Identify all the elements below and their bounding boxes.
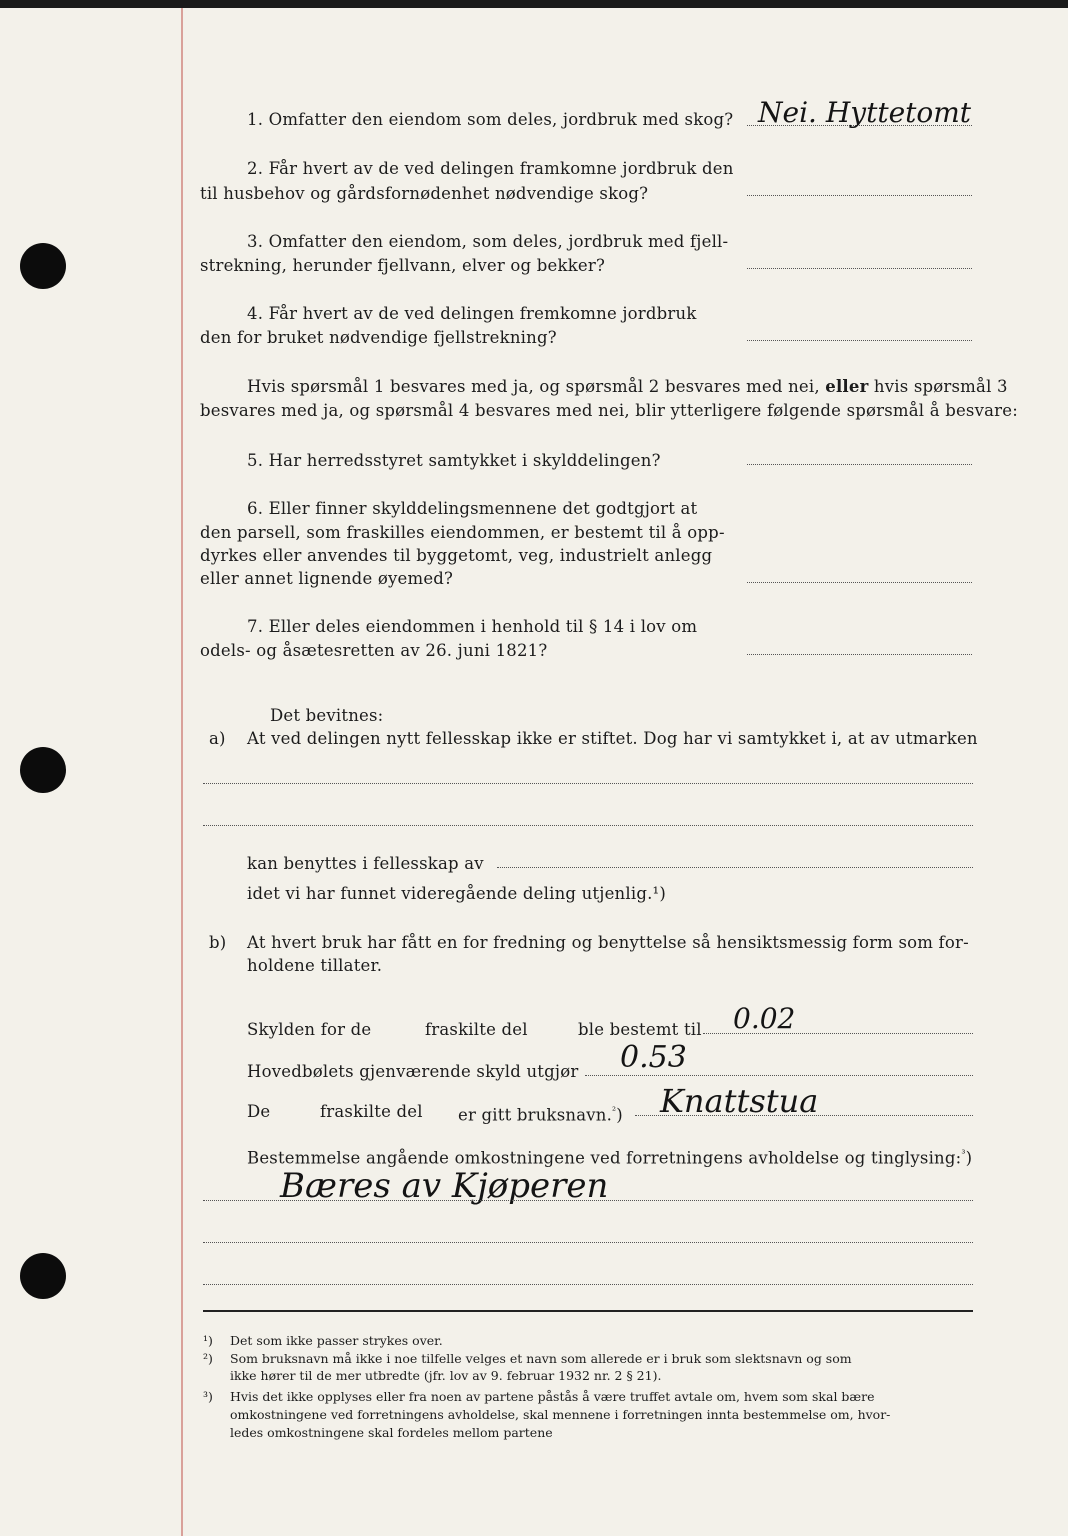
item-a-blank-line[interactable] — [203, 825, 973, 826]
question-6-line4: eller annet lignende øyemed? — [200, 569, 454, 588]
margin-line — [181, 8, 183, 1536]
bruksnavn-label-2: fraskilte del — [320, 1102, 423, 1121]
skyld-label-3: ble bestemt til — [578, 1020, 702, 1039]
omkostning-line[interactable] — [203, 1242, 973, 1243]
footnote-1-text: Det som ikke passer strykes over. — [230, 1333, 443, 1348]
question-4-line1: 4. Får hvert av de ved delingen fremkomne jordbruk — [247, 304, 697, 323]
answer-line-4[interactable] — [747, 340, 972, 341]
question-7-line2: odels- og åsætesretten av 26. juni 1821? — [200, 641, 548, 660]
answer-line-3[interactable] — [747, 268, 972, 269]
item-a-text: At ved delingen nytt fellesskap ikke er stiftet. Dog har vi samtykket i, at av utmarken — [247, 729, 978, 748]
question-4-line2: den for bruket nødvendige fjellstrekning? — [200, 328, 557, 347]
omkostning-value-handwriting: Bæres av Kjøperen — [280, 1166, 609, 1206]
question-6-line3: dyrkes eller anvendes til byggetomt, veg, industrielt anlegg — [200, 546, 713, 565]
answer-line-2[interactable] — [747, 195, 972, 196]
omkostning-line[interactable] — [203, 1284, 973, 1285]
footnote-3-line1: Hvis det ikke opplyses eller fra noen av partene påstås å være truffet avtale om, hvem som skal bære — [230, 1389, 875, 1404]
item-a-label: a) — [209, 729, 226, 748]
question-3-line1: 3. Omfatter den eiendom, som deles, jordbruk med fjell- — [247, 232, 729, 251]
question-2-line1: 2. Får hvert av de ved delingen framkomne jordbruk den — [247, 159, 734, 178]
bruksnavn-value-handwriting: Knattstua — [660, 1082, 819, 1120]
question-6-line2: den parsell, som fraskilles eiendommen, er bestemt til å opp- — [200, 523, 725, 542]
question-1: 1. Omfatter den eiendom som deles, jordbruk med skog? — [247, 110, 734, 129]
item-b-line2: holdene tillater. — [247, 956, 383, 975]
answer-line-6[interactable] — [747, 582, 972, 583]
hovedbol-value-handwriting: 0.53 — [620, 1040, 687, 1075]
footnote-2-mark: ²) — [203, 1351, 213, 1366]
shared-use-line[interactable] — [497, 867, 973, 868]
punch-hole — [20, 243, 66, 289]
item-a-blank-line[interactable] — [203, 783, 973, 784]
skyld-label-2: fraskilte del — [425, 1020, 528, 1039]
answer-line-7[interactable] — [747, 654, 972, 655]
certification-heading: Det bevitnes: — [270, 706, 384, 725]
skyld-value-handwriting: 0.02 — [733, 1002, 796, 1035]
footnote-2-line2: ikke hører til de mer utbredte (jfr. lov av 9. februar 1932 nr. 2 § 21). — [230, 1368, 662, 1383]
bruksnavn-label-1: De — [247, 1102, 271, 1121]
question-6-line1: 6. Eller finner skylddelingsmennene det godtgjort at — [247, 499, 698, 518]
scan-top-edge — [0, 0, 1068, 8]
item-b-label: b) — [209, 933, 227, 952]
question-5: 5. Har herredsstyret samtykket i skylddelingen? — [247, 451, 661, 470]
hovedbol-label: Hovedbølets gjenværende skyld utgjør — [247, 1062, 579, 1081]
punch-hole — [20, 1253, 66, 1299]
omkostning-label: Bestemmelse angående omkostningene ved forretningens avholdelse og tinglysing:$^{^3}$) — [247, 1148, 973, 1168]
instruction-line1: Hvis spørsmål 1 besvares med ja, og spørsmål 2 besvares med nei, eller hvis spørsmål 3 — [247, 377, 1008, 396]
item-a-shared-use: kan benyttes i fellesskap av — [247, 854, 484, 873]
question-2-line2: til husbehov og gårdsfornødenhet nødvendige skog? — [200, 184, 649, 203]
item-a-reason: idet vi har funnet videregående deling utjenlig.¹) — [247, 884, 666, 903]
footnote-3-mark: ³) — [203, 1389, 213, 1404]
footnote-2-line1: Som bruksnavn må ikke i noe tilfelle velges et navn som allerede er i bruk som slektsnavn og som — [230, 1351, 852, 1366]
question-7-line1: 7. Eller deles eiendommen i henhold til § 14 i lov om — [247, 617, 698, 636]
hovedbol-line[interactable] — [585, 1075, 973, 1076]
footnote-3-line3: ledes omkostningene skal fordeles mellom partene — [230, 1425, 553, 1440]
footnote-3-line2: omkostningene ved forretningens avholdelse, skal mennene i forretningen innta bestemmelse om, hvor- — [230, 1407, 891, 1422]
item-b-line1: At hvert bruk har fått en for fredning og benyttelse så hensiktsmessig form som for- — [247, 933, 969, 952]
omkostning-line[interactable] — [203, 1200, 973, 1201]
question-3-line2: strekning, herunder fjellvann, elver og bekker? — [200, 256, 605, 275]
footnote-separator — [203, 1310, 973, 1312]
skyld-label-1: Skylden for de — [247, 1020, 372, 1039]
bruksnavn-label-3: er gitt bruksnavn.$^{^2}$) — [458, 1105, 623, 1125]
footnote-1-mark: ¹) — [203, 1333, 213, 1348]
answer-1-handwriting: Nei. Hyttetomt — [758, 96, 972, 129]
instruction-line2: besvares med ja, og spørsmål 4 besvares med nei, blir ytterligere følgende spørsmål å besvare: — [200, 401, 1018, 420]
answer-line-5[interactable] — [747, 464, 972, 465]
punch-hole — [20, 747, 66, 793]
